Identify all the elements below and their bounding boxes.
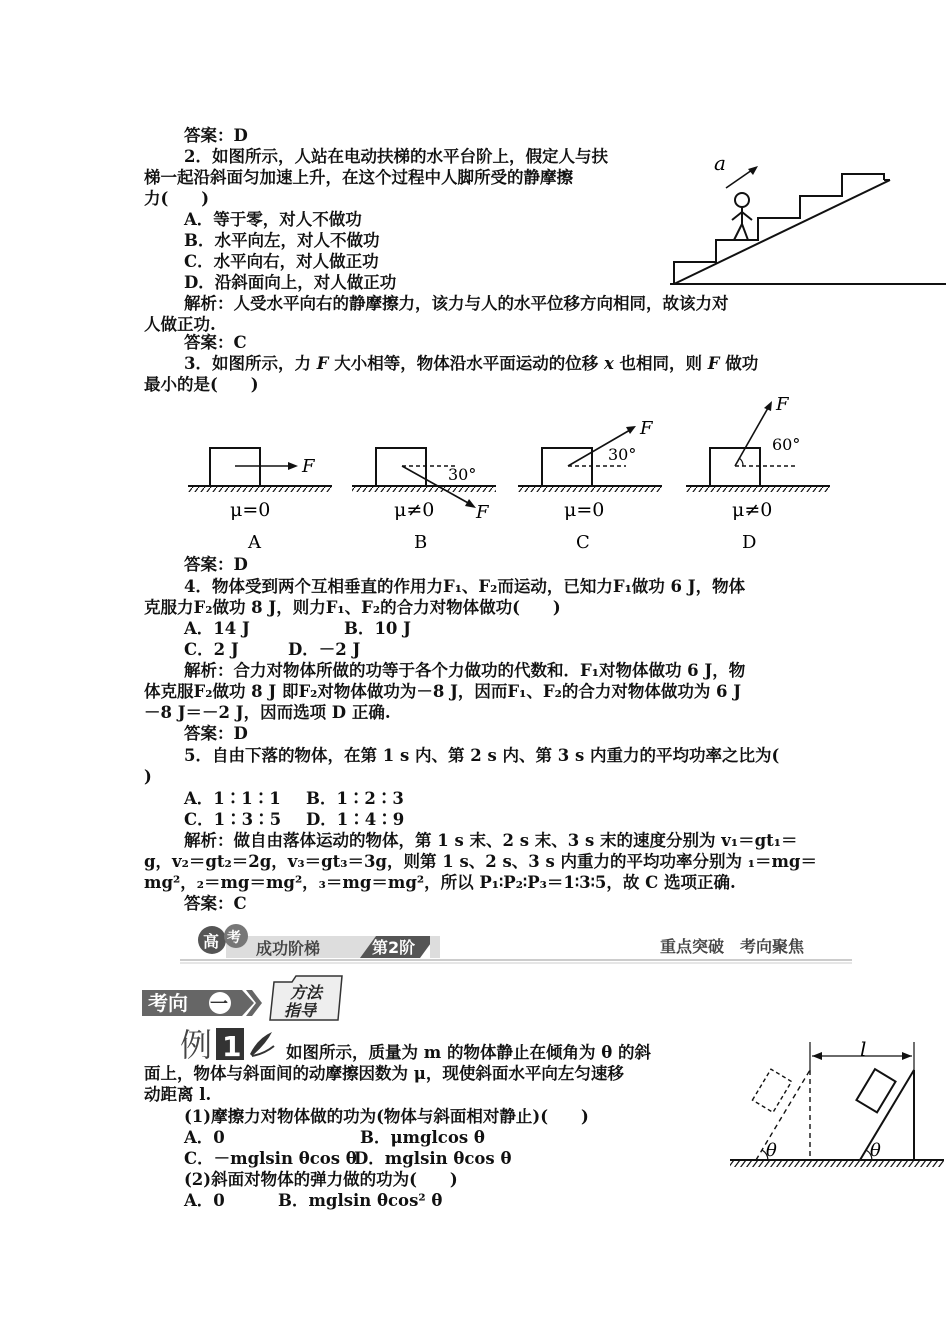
mu-label-b: μ≠0 (394, 499, 435, 521)
angle-label-b: 30° (448, 465, 477, 484)
q3-stem-line2: 最小的是( ) (144, 375, 259, 394)
q2-answer: 答案：C (184, 333, 247, 352)
incline-theta-new: θ (870, 1140, 881, 1161)
mu-label-c: μ=0 (564, 499, 605, 521)
incline-theta-old: θ (766, 1140, 777, 1161)
q4-option-c: C．2 J (184, 640, 239, 659)
q2-analysis-line1: 解析：人受水平向右的静摩擦力，该力与人的水平位移方向相同，故该力对 (184, 294, 729, 313)
example-part2-a: A．0 (184, 1191, 225, 1210)
example-li: 例 (180, 1026, 213, 1064)
banner-title: 成功阶梯 (256, 939, 321, 958)
q3-stem-part: 3．如图所示，力 (184, 354, 311, 373)
incline-label-l: l (860, 1040, 867, 1061)
figure-letter-b: B (414, 532, 428, 553)
q2-option-b: B．水平向左，对人不做功 (184, 231, 380, 250)
q5-answer: 答案：C (184, 894, 247, 913)
q4-analysis-line2: 体克服F₂做功 8 J 即F₂对物体做功为－8 J，因而F₁、F₂的合力对物体做功为 6 J (144, 682, 742, 701)
q5-option-d: D．1∶4∶9 (306, 810, 405, 829)
figure-letter-d: D (742, 532, 757, 553)
q3-stem-line1 (184, 354, 758, 374)
figure-letter-c: C (576, 532, 590, 553)
q3-answer: 答案：D (184, 555, 248, 574)
q4-option-b: B．10 J (344, 619, 411, 638)
q2-option-c: C．水平向右，对人做正功 (184, 252, 379, 271)
kaoxiang-num: 一 (210, 994, 228, 1015)
q3-stem-part: 做功 (725, 354, 759, 373)
kaoxiang-tab2: 指导 (284, 1001, 317, 1020)
q2-stem-line1: 2．如图所示，人站在电动扶梯的水平台阶上，假定人与扶 (184, 147, 608, 166)
q5-analysis-line2: g，v₂＝gt₂＝2g，v₃＝gt₃＝3g，则第 1 s、2 s、3 s 内重力的平均功率分别为 ₁＝mg＝ (144, 852, 817, 871)
example-part1-a: A．0 (184, 1128, 225, 1147)
example-stem-line1: 如图所示，质量为 m 的物体静止在倾角为 θ 的斜 (286, 1043, 651, 1062)
mu-label-d: μ≠0 (732, 499, 773, 521)
angle-label-c: 30° (608, 445, 637, 464)
q5-analysis-line1: 解析：做自由落体运动的物体，第 1 s 末、2 s 末、3 s 末的速度分别为 v₁＝gt₁＝ (184, 831, 798, 850)
q4-stem-line1: 4．物体受到两个互相垂直的作用力F₁、F₂而运动，已知力F₁做功 6 J，物体 (184, 577, 746, 596)
kaoxiang-tab1: 方法 (290, 983, 323, 1002)
example-num: 1 (222, 1030, 242, 1063)
q4-option-a: A．14 J (184, 619, 250, 638)
mu-label-a: μ=0 (230, 499, 271, 521)
banner-step: 第2阶 (372, 938, 416, 957)
q1-answer: 答案：D (184, 126, 248, 145)
figure-c (518, 418, 662, 553)
q3-symbol-f: F (316, 354, 329, 373)
q2-stem-line2: 梯一起沿斜面匀加速上升，在这个过程中人脚所受的静摩擦 (144, 168, 573, 187)
figure-a (188, 448, 332, 553)
force-label-b: F (476, 502, 489, 523)
banner-kao: 考 (227, 930, 241, 946)
q3-stem-part: 也相同，则 (619, 354, 703, 373)
q2-analysis-line2: 人做正功. (144, 315, 216, 334)
q5-option-b: B．1∶2∶3 (306, 789, 404, 808)
q5-stem-line2: ) (144, 767, 152, 786)
force-label-c: F (640, 418, 653, 439)
q5-analysis-line3: mg²，₂＝mg＝mg²，₃＝mg＝mg²，所以 P₁∶P₂∶P₃＝1∶3∶5，故 C 选项正确. (144, 873, 736, 892)
banner-right: 重点突破 考向聚焦 (660, 937, 805, 956)
q3-stem-part: 大小相等，物体沿水平面运动的位移 (334, 354, 599, 373)
q3-figures (180, 392, 840, 557)
q5-option-c: C．1∶3∶5 (184, 810, 282, 829)
q3-symbol-f: F (707, 354, 720, 373)
example-part1-c: C．－mglsin θcos θ (184, 1149, 357, 1168)
q4-option-d: D．－2 J (288, 640, 361, 659)
q5-option-a: A．1∶1∶1 (184, 789, 281, 808)
incline-figure (728, 1040, 946, 1176)
q2-stem-line3: 力( ) (144, 189, 210, 208)
q4-stem-line2: 克服力F₂做功 8 J，则力F₁、F₂的合力对物体做功( ) (144, 598, 561, 617)
example-part1: (1)摩擦力对物体做的功为(物体与斜面相对静止)( ) (184, 1107, 589, 1126)
force-label-d: F (776, 394, 789, 415)
example-badge (180, 1024, 280, 1064)
q2-option-a: A．等于零，对人不做功 (184, 210, 362, 229)
force-label-a: F (302, 456, 315, 477)
q5-stem-line1: 5．自由下落的物体，在第 1 s 内、第 2 s 内、第 3 s 内重力的平均功率之比为( (184, 746, 780, 765)
fig-label-a: a (714, 151, 726, 175)
q3-symbol-x: x (603, 354, 614, 373)
figure-d (686, 394, 830, 553)
figure-b (352, 448, 496, 553)
escalator-figure (668, 148, 948, 290)
angle-label-d: 60° (772, 435, 801, 454)
q4-answer: 答案：D (184, 724, 248, 743)
q4-analysis-line1: 解析：合力对物体所做的功等于各个力做功的代数和．F₁对物体做功 6 J，物 (184, 661, 746, 680)
q4-analysis-line3: －8 J＝－2 J，因而选项 D 正确. (144, 703, 391, 722)
q2-option-d: D．沿斜面向上，对人做正功 (184, 273, 397, 292)
kaoxiang-label: 考向 (148, 991, 188, 1015)
example-stem-line2: 面上，物体与斜面间的动摩擦因数为 μ，现使斜面水平向左匀速移 (144, 1064, 624, 1083)
figure-letter-a: A (248, 532, 261, 553)
example-part1-d: D．mglsin θcos θ (354, 1149, 512, 1168)
example-part2: (2)斜面对物体的弹力做的功为( ) (184, 1170, 458, 1189)
example-part2-b: B．mglsin θcos² θ (278, 1191, 443, 1210)
example-part1-b: B．μmglcos θ (360, 1128, 485, 1147)
kaoxiang-tab (142, 972, 362, 1024)
example-stem-line3: 动距离 l. (144, 1085, 212, 1104)
section-banner (180, 920, 852, 968)
banner-gao: 高 (203, 932, 220, 951)
